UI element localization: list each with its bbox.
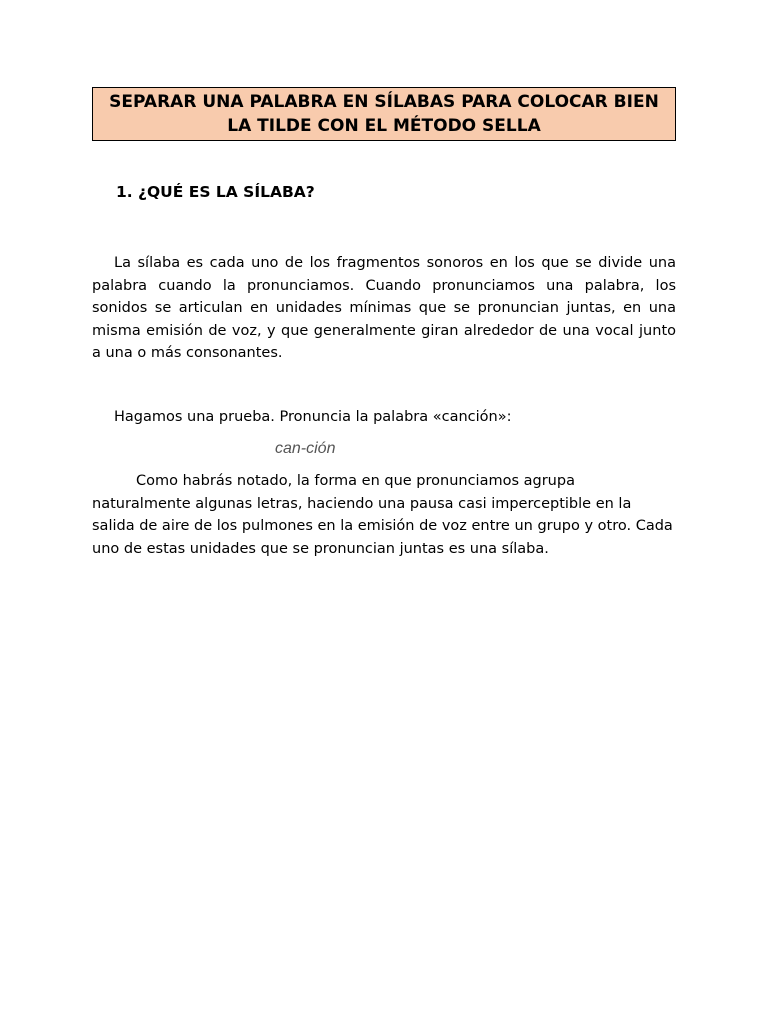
paragraph-definition: La sílaba es cada uno de los fragmentos sonoros en los que se divide una palabra cuando la pronunciamos. Cuando pronunciamos una palabra, los sonidos se articulan en unidades mínimas que se pronuncian juntas, en una misma emisión de voz, y que generalmente giran alrededor de una vocal junto a una o más consonantes.: [92, 255, 676, 361]
syllable-example: can-ción: [275, 440, 336, 457]
section-heading-text: ¿QUÉ ES LA SÍLABA?: [138, 183, 315, 201]
paragraph-explanation: Como habrás notado, la forma en que pronunciamos agrupa naturalmente algunas letras, haciendo una pausa casi imperceptible en la salida de aire de los pulmones en la emisión de voz entre un grupo y otro. Cada uno de estas unidades que se pronuncian juntas es una sílaba.: [92, 473, 673, 557]
document-title: SEPARAR UNA PALABRA EN SÍLABAS PARA COLOCAR BIEN LA TILDE CON EL MÉTODO SELLA: [109, 92, 659, 136]
title-box: [92, 87, 676, 141]
paragraph-prompt: Hagamos una prueba. Pronuncia la palabra «canción»:: [114, 409, 512, 425]
section-number: 1.: [116, 183, 133, 201]
section-heading: [116, 181, 315, 203]
